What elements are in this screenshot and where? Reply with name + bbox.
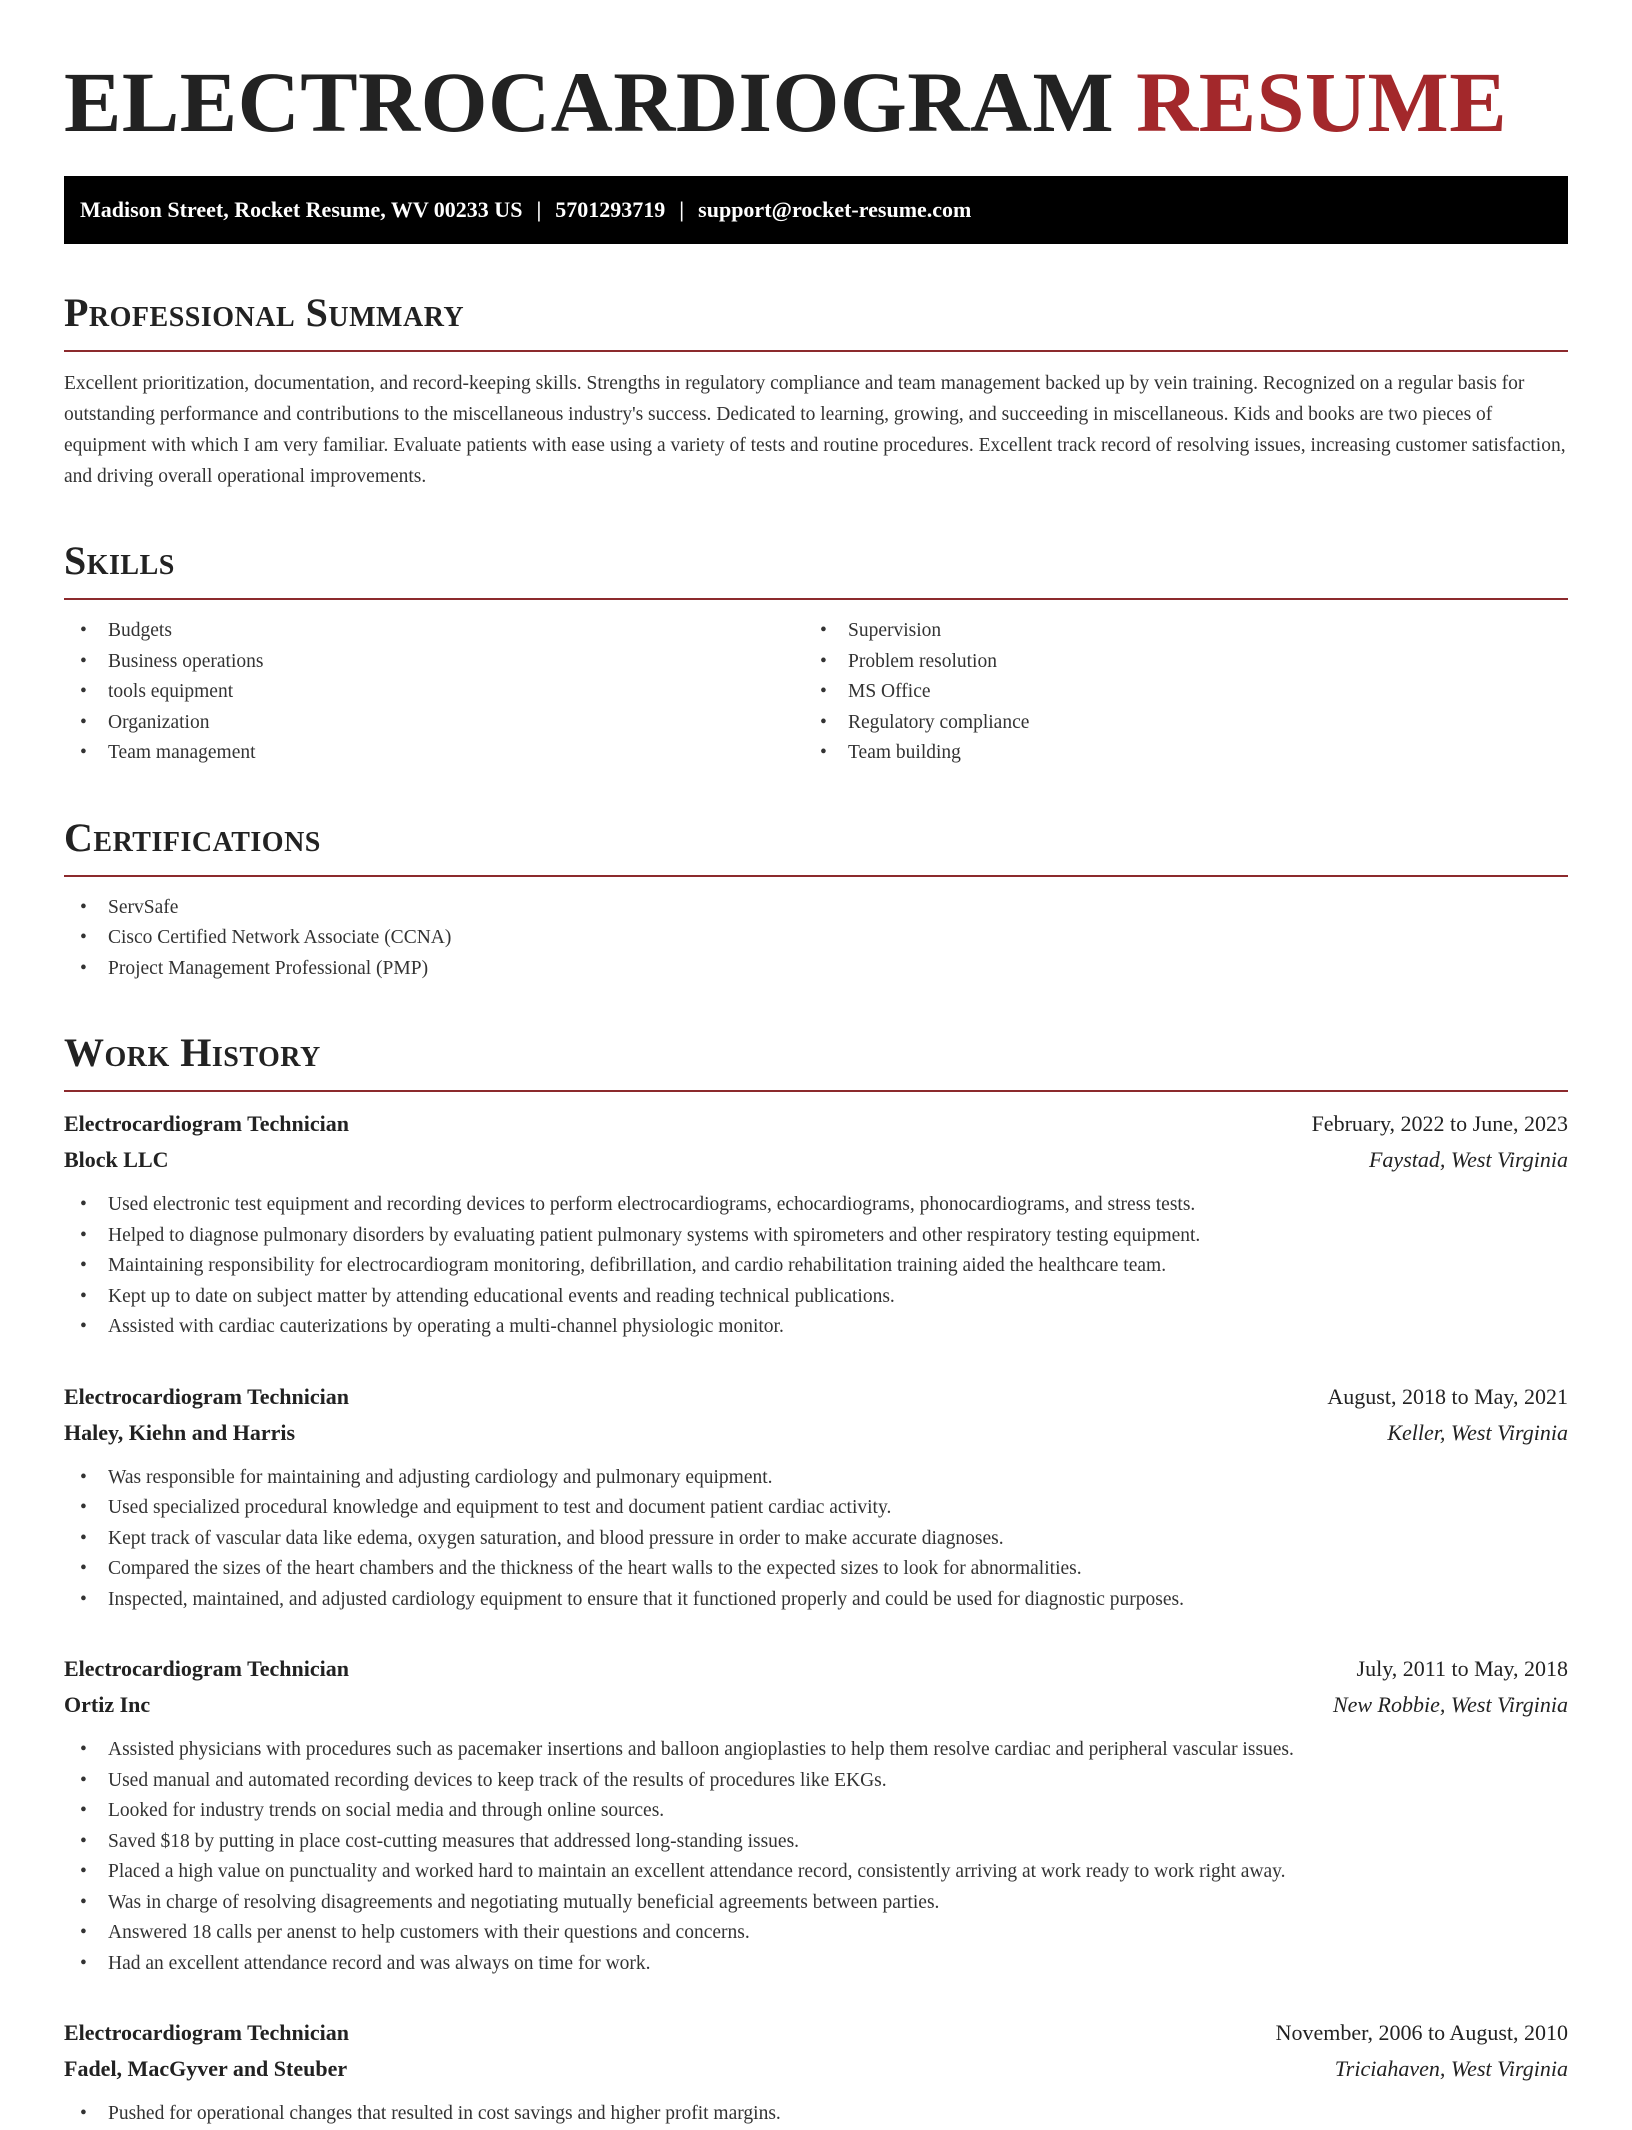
contact-separator: |	[679, 197, 685, 222]
summary-text: Excellent prioritization, documentation, and record-keeping skills. Strengths in regulatory compliance and team management backed up by vein training. Recognized on a regular basis for outstanding performance and contributions to the miscellaneous industry's success. Dedicated to learning, growing, and succeeding in miscellaneous. Kids and books are two pieces of equipment with which I am very familiar. Evaluate patients with ease using a variety of tests and routine procedures. Excellent track record of resolving issues, increasing customer satisfaction, and driving overall operational improvements.	[64, 373, 1566, 487]
certification-item: • Project Management Professional (PMP)	[64, 954, 1568, 985]
job-company: Haley, Kiehn and Harris	[64, 1419, 296, 1445]
job-company: Ortiz Inc	[64, 1692, 151, 1717]
section-title-skills: Skills	[64, 538, 1568, 600]
job-bullet: • Answered 18 calls per anenst to help customers with their questions and concerns.	[64, 1918, 1568, 1949]
skill-item: • tools equipment	[64, 677, 804, 708]
job-bullet: • Helped to diagnose pulmonary disorders by evaluating patient pulmonary systems with spirometers and other respiratory testing equipment.	[64, 1221, 1568, 1252]
job-bullets	[64, 2099, 1568, 2130]
job-location: Keller, West Virginia	[1387, 1419, 1568, 1445]
job-entry	[64, 2015, 1568, 2130]
section-title-certifications: Certifications	[64, 815, 1568, 877]
skill-item: • Regulatory compliance	[804, 708, 1544, 739]
job-title: Electrocardiogram Technician	[64, 1383, 349, 1409]
job-location: Triciahaven, West Virginia	[1334, 2056, 1568, 2081]
job-bullet: • Assisted with cardiac cauterizations by operating a multi-channel physiologic monitor.	[64, 1312, 1568, 1343]
job-bullet: • Used manual and automated recording devices to keep track of the results of procedures like EKGs.	[64, 1766, 1568, 1797]
job-bullets	[64, 1735, 1568, 1979]
certification-item: • Cisco Certified Network Associate (CCNA)	[64, 923, 1568, 954]
job-dates: November, 2006 to August, 2010	[1275, 2020, 1568, 2045]
job-bullet: • Was in charge of resolving disagreements and negotiating mutually beneficial agreements between parties.	[64, 1888, 1568, 1919]
skill-item: • Problem resolution	[804, 647, 1544, 678]
contact-email[interactable]: support@rocket-resume.com	[698, 197, 972, 222]
job-header-row	[64, 1379, 1568, 1415]
job-dates: February, 2022 to June, 2023	[1311, 1111, 1568, 1136]
job-company-row	[64, 1415, 1568, 1451]
job-title: Electrocardiogram Technician	[64, 1656, 349, 1681]
certification-item: • ServSafe	[64, 893, 1568, 924]
name-first: ELECTROCARDIOGRAM	[64, 54, 1115, 150]
job-entry	[64, 1379, 1568, 1616]
job-dates: August, 2018 to May, 2021	[1327, 1383, 1568, 1409]
job-entry	[64, 1106, 1568, 1343]
section-title-summary: Professional Summary	[64, 290, 1568, 352]
job-bullet: • Kept up to date on subject matter by attending educational events and reading technical publications.	[64, 1282, 1568, 1313]
job-bullet: • Pushed for operational changes that resulted in cost savings and higher profit margins.	[64, 2099, 1568, 2130]
contact-bar	[64, 176, 1568, 244]
job-company-row	[64, 1687, 1568, 1723]
name-last: RESUME	[1136, 54, 1508, 150]
job-company-row	[64, 1142, 1568, 1178]
contact-phone: 5701293719	[555, 197, 666, 222]
job-company: Fadel, MacGyver and Steuber	[64, 2056, 348, 2081]
job-bullet: • Kept track of vascular data like edema, oxygen saturation, and blood pressure in order to make accurate diagnoses.	[64, 1524, 1568, 1555]
job-location: New Robbie, West Virginia	[1332, 1692, 1568, 1717]
skills-column-left	[64, 616, 804, 769]
contact-separator: |	[536, 197, 542, 222]
job-bullet: • Used electronic test equipment and recording devices to perform electrocardiograms, echocardiograms, phonocardiograms, and stress tests.	[64, 1190, 1568, 1221]
resume-name	[64, 52, 1568, 152]
job-company: Block LLC	[64, 1147, 169, 1172]
job-bullet: • Saved $18 by putting in place cost-cutting measures that addressed long-standing issues.	[64, 1827, 1568, 1858]
job-bullet: • Used specialized procedural knowledge and equipment to test and document patient cardiac activity.	[64, 1493, 1568, 1524]
skill-item: • Team building	[804, 738, 1544, 769]
skill-item: • MS Office	[804, 677, 1544, 708]
job-bullet: • Assisted physicians with procedures such as pacemaker insertions and balloon angioplasties to help them resolve cardiac and peripheral vascular issues.	[64, 1735, 1568, 1766]
job-bullet: • Maintaining responsibility for electrocardiogram monitoring, defibrillation, and cardio rehabilitation training aided the healthcare team.	[64, 1251, 1568, 1282]
skill-item: • Supervision	[804, 616, 1544, 647]
section-title-work-history: Work History	[64, 1030, 1568, 1092]
skills-column-right	[804, 616, 1544, 769]
job-header-row	[64, 1106, 1568, 1142]
job-bullet: • Placed a high value on punctuality and worked hard to maintain an excellent attendance record, consistently arriving at work ready to work right away.	[64, 1857, 1568, 1888]
skill-item: • Team management	[64, 738, 804, 769]
job-title: Electrocardiogram Technician	[64, 2020, 349, 2045]
job-bullets	[64, 1463, 1568, 1616]
job-company-row	[64, 2051, 1568, 2087]
job-bullet: • Looked for industry trends on social media and through online sources.	[64, 1796, 1568, 1827]
skill-item: • Budgets	[64, 616, 804, 647]
skills-list	[64, 616, 1568, 769]
job-bullet: • Was responsible for maintaining and adjusting cardiology and pulmonary equipment.	[64, 1463, 1568, 1494]
job-entry	[64, 1651, 1568, 1979]
certifications-list	[64, 893, 1568, 985]
job-header-row	[64, 2015, 1568, 2051]
job-title: Electrocardiogram Technician	[64, 1111, 349, 1136]
skill-item: • Organization	[64, 708, 804, 739]
job-bullet: • Inspected, maintained, and adjusted cardiology equipment to ensure that it functioned properly and could be used for diagnostic purposes.	[64, 1585, 1568, 1616]
skill-item: • Business operations	[64, 647, 804, 678]
job-location: Faystad, West Virginia	[1368, 1147, 1568, 1172]
job-bullet: • Had an excellent attendance record and was always on time for work.	[64, 1949, 1568, 1980]
job-dates: July, 2011 to May, 2018	[1356, 1656, 1568, 1681]
job-header-row	[64, 1651, 1568, 1687]
job-bullet: • Compared the sizes of the heart chambers and the thickness of the heart walls to the expected sizes to look for abnormalities.	[64, 1554, 1568, 1585]
contact-address: Madison Street, Rocket Resume, WV 00233 US	[80, 197, 523, 222]
job-bullets	[64, 1190, 1568, 1343]
